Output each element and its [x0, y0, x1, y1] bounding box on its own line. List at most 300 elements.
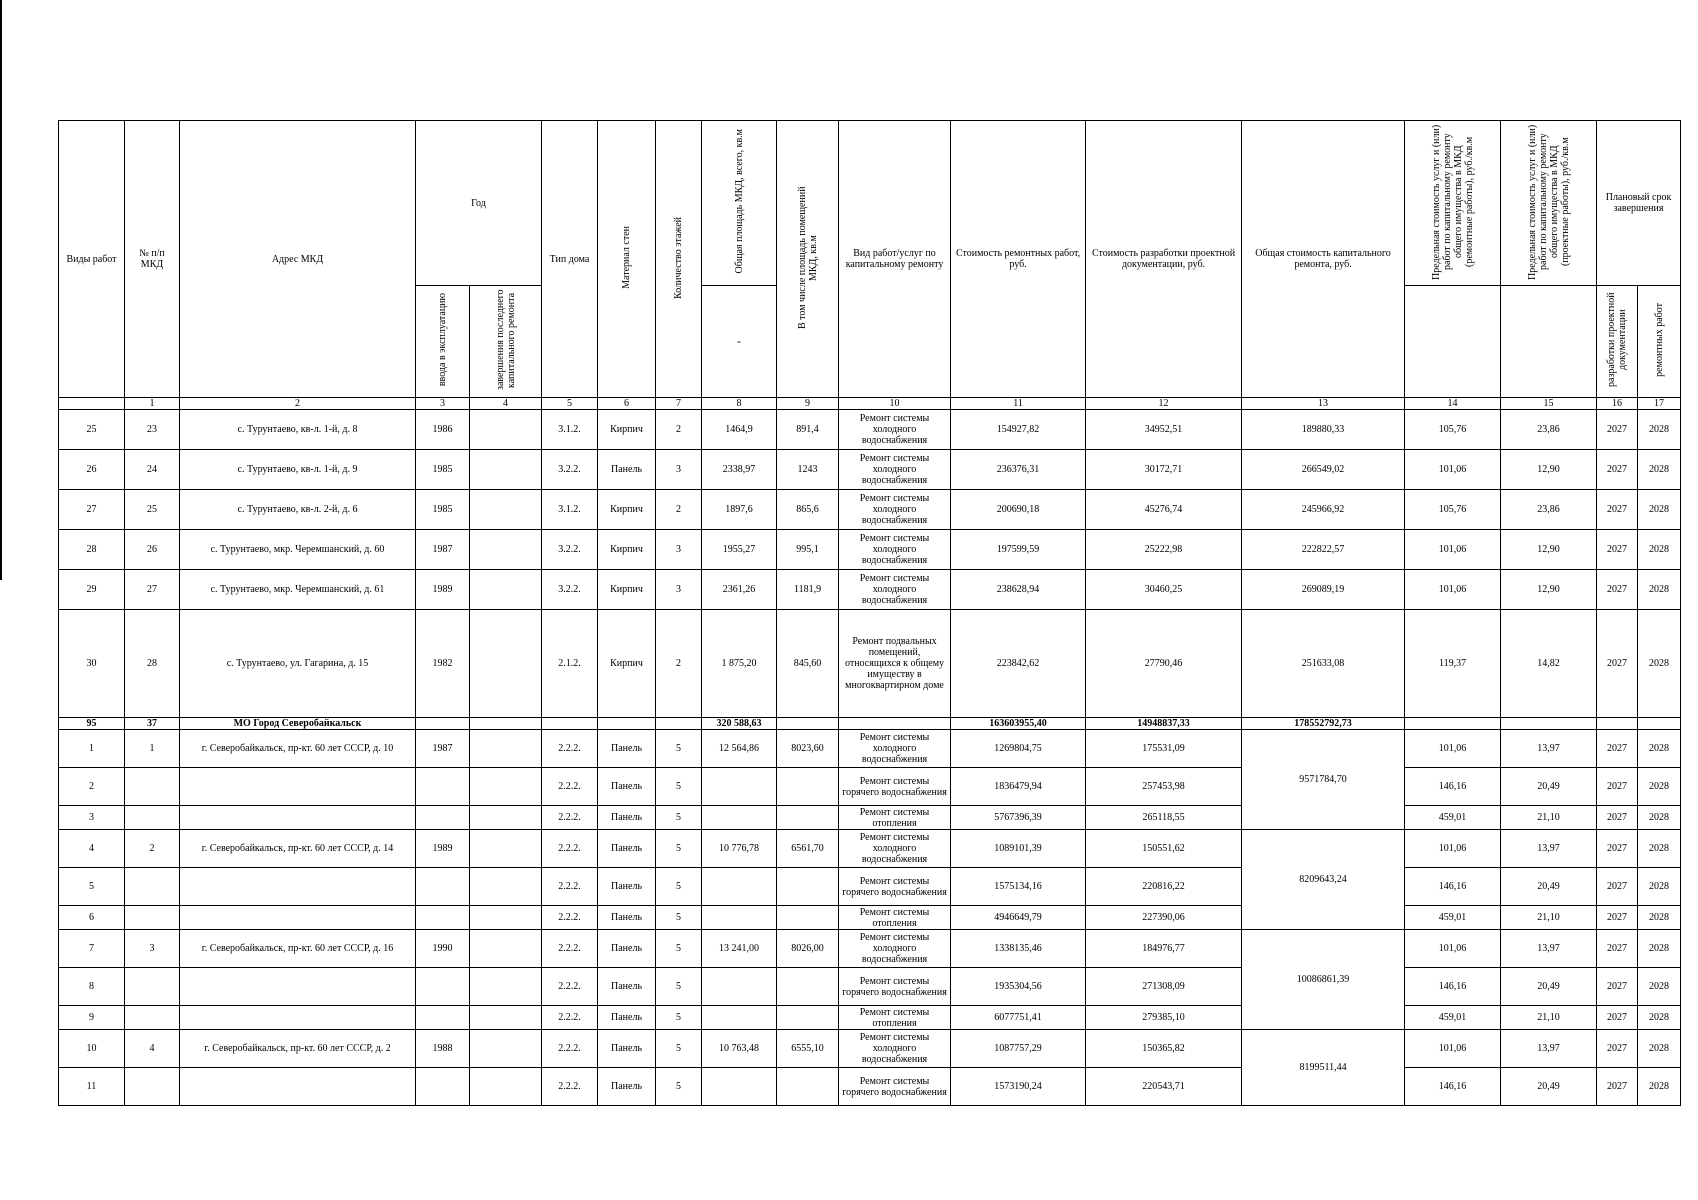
cell-design-cost: 279385,10 — [1086, 1006, 1242, 1030]
cell-plan-repair: 2028 — [1638, 610, 1681, 718]
cell-mkd-number: 4 — [125, 1030, 180, 1068]
cell-wall-material: Панель — [598, 1030, 656, 1068]
cell-repair-cost: 1269804,75 — [951, 730, 1086, 768]
cell-year-last-repair — [470, 450, 542, 490]
cell-house-type: 3.1.2. — [542, 410, 598, 450]
total-index: 95 — [59, 718, 125, 730]
scan-edge-mark — [0, 0, 2, 580]
cell-work-kind: Ремонт системы горячего водоснабжения — [839, 1068, 951, 1106]
cell-wall-material: Панель — [598, 830, 656, 868]
cell-plan-design: 2027 — [1597, 930, 1638, 968]
cell-mkd-number: 1 — [125, 730, 180, 768]
cell-total-area — [702, 1006, 777, 1030]
cell-house-type: 3.1.2. — [542, 490, 598, 530]
cell-wall-material: Панель — [598, 868, 656, 906]
cell-mkd-number: 26 — [125, 530, 180, 570]
hdr-floors: Количество этажей — [656, 121, 702, 398]
hdr-plan-design: разработки проектной документации — [1597, 286, 1638, 398]
cell-total-cost: 8199511,44 — [1242, 1030, 1405, 1106]
cell-floors: 3 — [656, 450, 702, 490]
hdr-repair-cost: Стоимость ремонтных работ, руб. — [951, 121, 1086, 398]
table-row — [59, 1006, 1681, 1030]
cell-premises-area: 8023,60 — [777, 730, 839, 768]
cell-work-index: 8 — [59, 968, 125, 1006]
cell-year-commission: 1986 — [416, 410, 470, 450]
cell-year-last-repair — [470, 1030, 542, 1068]
cell-limit-repair: 101,06 — [1405, 1030, 1501, 1068]
colnum-1: 1 — [125, 398, 180, 410]
colnum-7: 7 — [656, 398, 702, 410]
cell-plan-design: 2027 — [1597, 768, 1638, 806]
total-blank — [777, 718, 839, 730]
cell-wall-material: Панель — [598, 968, 656, 1006]
document-sheet — [58, 120, 1681, 1106]
cell-repair-cost: 5767396,39 — [951, 806, 1086, 830]
cell-plan-repair: 2028 — [1638, 930, 1681, 968]
cell-total-cost: 8209643,24 — [1242, 830, 1405, 930]
cell-mkd-number — [125, 768, 180, 806]
cell-work-index: 30 — [59, 610, 125, 718]
cell-design-cost: 227390,06 — [1086, 906, 1242, 930]
cell-total-area: 13 241,00 — [702, 930, 777, 968]
cell-limit-repair: 459,01 — [1405, 906, 1501, 930]
cell-plan-repair: 2028 — [1638, 806, 1681, 830]
hdr-blank-15 — [1501, 286, 1597, 398]
cell-repair-cost: 1573190,24 — [951, 1068, 1086, 1106]
cell-house-type: 3.2.2. — [542, 530, 598, 570]
cell-work-index: 10 — [59, 1030, 125, 1068]
cell-total-area: 1955,27 — [702, 530, 777, 570]
cell-year-last-repair — [470, 806, 542, 830]
cell-limit-repair: 101,06 — [1405, 730, 1501, 768]
cell-design-cost: 265118,55 — [1086, 806, 1242, 830]
cell-work-index: 9 — [59, 1006, 125, 1030]
cell-limit-design: 20,49 — [1501, 768, 1597, 806]
cell-wall-material: Кирпич — [598, 530, 656, 570]
cell-year-commission: 1982 — [416, 610, 470, 718]
cell-year-commission — [416, 1068, 470, 1106]
cell-repair-cost: 154927,82 — [951, 410, 1086, 450]
table-row — [59, 930, 1681, 968]
hdr-mkd-number: № п/п МКД — [125, 121, 180, 398]
cell-premises-area: 845,60 — [777, 610, 839, 718]
total-blank — [598, 718, 656, 730]
cell-plan-repair: 2028 — [1638, 730, 1681, 768]
cell-repair-cost: 223842,62 — [951, 610, 1086, 718]
table-row — [59, 968, 1681, 1006]
cell-floors: 3 — [656, 570, 702, 610]
cell-total-cost: 189880,33 — [1242, 410, 1405, 450]
cell-plan-design: 2027 — [1597, 410, 1638, 450]
cell-limit-design: 23,86 — [1501, 490, 1597, 530]
cell-total-area: 12 564,86 — [702, 730, 777, 768]
table-row — [59, 830, 1681, 868]
cell-year-commission — [416, 768, 470, 806]
cell-house-type: 2.1.2. — [542, 610, 598, 718]
cell-plan-repair: 2028 — [1638, 1030, 1681, 1068]
cell-design-cost: 271308,09 — [1086, 968, 1242, 1006]
cell-mkd-number: 28 — [125, 610, 180, 718]
cell-year-commission: 1989 — [416, 570, 470, 610]
hdr-year-commission: ввода в эксплуатацию — [416, 286, 470, 398]
cell-total-cost: 251633,08 — [1242, 610, 1405, 718]
cell-total-area: 1464,9 — [702, 410, 777, 450]
cell-plan-design: 2027 — [1597, 490, 1638, 530]
table-row — [59, 1030, 1681, 1068]
cell-mkd-number: 2 — [125, 830, 180, 868]
cell-limit-repair: 459,01 — [1405, 806, 1501, 830]
cell-year-last-repair — [470, 570, 542, 610]
cell-mkd-number: 3 — [125, 930, 180, 968]
cell-premises-area — [777, 906, 839, 930]
cell-total-cost: 222822,57 — [1242, 530, 1405, 570]
cell-total-area: 10 763,48 — [702, 1030, 777, 1068]
cell-year-commission: 1985 — [416, 490, 470, 530]
cell-limit-repair: 119,37 — [1405, 610, 1501, 718]
cell-wall-material: Панель — [598, 450, 656, 490]
cell-address: с. Турунтаево, ул. Гагарина, д. 15 — [180, 610, 416, 718]
cell-limit-design: 13,97 — [1501, 730, 1597, 768]
cell-address — [180, 868, 416, 906]
cell-limit-design: 20,49 — [1501, 1068, 1597, 1106]
cell-limit-design: 21,10 — [1501, 906, 1597, 930]
cell-plan-repair: 2028 — [1638, 906, 1681, 930]
cell-address — [180, 1068, 416, 1106]
hdr-limit-design: Предельная стоимость услуг и (или) работ по капитальному ремонту общего имущества в МКД (проектные работы), руб./кв.м — [1501, 121, 1597, 286]
cell-year-commission — [416, 906, 470, 930]
cell-repair-cost: 197599,59 — [951, 530, 1086, 570]
cell-floors: 2 — [656, 410, 702, 450]
cell-mkd-number: 24 — [125, 450, 180, 490]
hdr-blank-14 — [1405, 286, 1501, 398]
cell-floors: 5 — [656, 1006, 702, 1030]
cell-limit-repair: 105,76 — [1405, 410, 1501, 450]
cell-wall-material: Кирпич — [598, 490, 656, 530]
total-blank — [1405, 718, 1501, 730]
cell-work-index: 6 — [59, 906, 125, 930]
cell-plan-repair: 2028 — [1638, 1068, 1681, 1106]
cell-repair-cost: 1836479,94 — [951, 768, 1086, 806]
cell-address: с. Турунтаево, кв-л. 1-й, д. 8 — [180, 410, 416, 450]
cell-mkd-number — [125, 1006, 180, 1030]
cell-design-cost: 34952,51 — [1086, 410, 1242, 450]
cell-year-last-repair — [470, 830, 542, 868]
table-row — [59, 868, 1681, 906]
cell-premises-area: 8026,00 — [777, 930, 839, 968]
cell-work-kind: Ремонт системы горячего водоснабжения — [839, 868, 951, 906]
cell-plan-design: 2027 — [1597, 570, 1638, 610]
cell-year-commission: 1990 — [416, 930, 470, 968]
cell-wall-material: Панель — [598, 1006, 656, 1030]
cell-address: г. Северобайкальск, пр-кт. 60 лет СССР, д. 14 — [180, 830, 416, 868]
hdr-wall-material: Материал стен — [598, 121, 656, 398]
hdr-year-last-repair: завершения последнего капитального ремонта — [470, 286, 542, 398]
cell-work-kind: Ремонт системы холодного водоснабжения — [839, 490, 951, 530]
cell-house-type: 2.2.2. — [542, 1030, 598, 1068]
colnum-3: 3 — [416, 398, 470, 410]
total-repair-cost: 163603955,40 — [951, 718, 1086, 730]
cell-work-index: 11 — [59, 1068, 125, 1106]
cell-limit-repair: 146,16 — [1405, 1068, 1501, 1106]
cell-plan-design: 2027 — [1597, 450, 1638, 490]
cell-wall-material: Панель — [598, 768, 656, 806]
cell-floors: 5 — [656, 730, 702, 768]
colnum-12: 12 — [1086, 398, 1242, 410]
capital-repair-table — [58, 120, 1681, 1106]
cell-plan-repair: 2028 — [1638, 968, 1681, 1006]
cell-work-kind: Ремонт системы холодного водоснабжения — [839, 450, 951, 490]
cell-floors: 5 — [656, 830, 702, 868]
table-row — [59, 490, 1681, 530]
cell-limit-design: 21,10 — [1501, 806, 1597, 830]
cell-plan-design: 2027 — [1597, 806, 1638, 830]
hdr-tick-cell: - — [702, 286, 777, 398]
cell-work-index: 28 — [59, 530, 125, 570]
cell-year-last-repair — [470, 490, 542, 530]
cell-total-area — [702, 968, 777, 1006]
cell-mkd-number: 25 — [125, 490, 180, 530]
cell-floors: 5 — [656, 806, 702, 830]
cell-design-cost: 27790,46 — [1086, 610, 1242, 718]
total-blank — [1597, 718, 1638, 730]
cell-year-commission: 1987 — [416, 730, 470, 768]
table-row — [59, 730, 1681, 768]
cell-limit-design: 21,10 — [1501, 1006, 1597, 1030]
cell-floors: 5 — [656, 1068, 702, 1106]
total-blank — [656, 718, 702, 730]
cell-plan-repair: 2028 — [1638, 768, 1681, 806]
total-total-cost: 178552792,73 — [1242, 718, 1405, 730]
cell-address — [180, 806, 416, 830]
colnum-13: 13 — [1242, 398, 1405, 410]
hdr-house-type: Тип дома — [542, 121, 598, 398]
cell-work-index: 5 — [59, 868, 125, 906]
hdr-total-area: Общая площадь МКД, всего, кв.м — [702, 121, 777, 286]
cell-design-cost: 150551,62 — [1086, 830, 1242, 868]
cell-year-last-repair — [470, 930, 542, 968]
cell-house-type: 3.2.2. — [542, 570, 598, 610]
cell-premises-area: 6561,70 — [777, 830, 839, 868]
cell-plan-repair: 2028 — [1638, 410, 1681, 450]
cell-year-last-repair — [470, 410, 542, 450]
table-body — [59, 398, 1681, 1106]
cell-work-index: 26 — [59, 450, 125, 490]
cell-plan-design: 2027 — [1597, 968, 1638, 1006]
cell-work-index: 27 — [59, 490, 125, 530]
cell-design-cost: 220816,22 — [1086, 868, 1242, 906]
cell-plan-repair: 2028 — [1638, 830, 1681, 868]
cell-plan-design: 2027 — [1597, 730, 1638, 768]
cell-year-commission — [416, 1006, 470, 1030]
cell-repair-cost: 4946649,79 — [951, 906, 1086, 930]
cell-work-kind: Ремонт системы отопления — [839, 1006, 951, 1030]
total-row — [59, 718, 1681, 730]
table-row — [59, 1068, 1681, 1106]
cell-repair-cost: 1935304,56 — [951, 968, 1086, 1006]
cell-work-kind: Ремонт системы холодного водоснабжения — [839, 830, 951, 868]
cell-design-cost: 184976,77 — [1086, 930, 1242, 968]
cell-total-cost: 9571784,70 — [1242, 730, 1405, 830]
cell-work-index: 4 — [59, 830, 125, 868]
cell-wall-material: Панель — [598, 806, 656, 830]
cell-address: г. Северобайкальск, пр-кт. 60 лет СССР, д. 10 — [180, 730, 416, 768]
cell-limit-design: 14,82 — [1501, 610, 1597, 718]
cell-plan-design: 2027 — [1597, 1030, 1638, 1068]
cell-address — [180, 906, 416, 930]
cell-premises-area — [777, 1068, 839, 1106]
cell-plan-design: 2027 — [1597, 868, 1638, 906]
cell-floors: 2 — [656, 490, 702, 530]
cell-year-last-repair — [470, 1006, 542, 1030]
cell-wall-material: Кирпич — [598, 410, 656, 450]
cell-address — [180, 1006, 416, 1030]
cell-house-type: 2.2.2. — [542, 930, 598, 968]
table-row — [59, 610, 1681, 718]
cell-floors: 5 — [656, 768, 702, 806]
cell-repair-cost: 6077751,41 — [951, 1006, 1086, 1030]
cell-design-cost: 220543,71 — [1086, 1068, 1242, 1106]
cell-limit-repair: 101,06 — [1405, 450, 1501, 490]
cell-year-commission: 1987 — [416, 530, 470, 570]
cell-design-cost: 25222,98 — [1086, 530, 1242, 570]
column-number-row — [59, 398, 1681, 410]
cell-plan-repair: 2028 — [1638, 1006, 1681, 1030]
cell-year-commission — [416, 868, 470, 906]
colnum-11: 11 — [951, 398, 1086, 410]
cell-limit-repair: 101,06 — [1405, 530, 1501, 570]
cell-repair-cost: 1087757,29 — [951, 1030, 1086, 1068]
cell-plan-design: 2027 — [1597, 1006, 1638, 1030]
cell-premises-area: 891,4 — [777, 410, 839, 450]
cell-limit-design: 13,97 — [1501, 930, 1597, 968]
cell-repair-cost: 1089101,39 — [951, 830, 1086, 868]
cell-address: с. Турунтаево, кв-л. 2-й, д. 6 — [180, 490, 416, 530]
cell-year-commission: 1988 — [416, 1030, 470, 1068]
total-blank — [416, 718, 470, 730]
cell-year-last-repair — [470, 730, 542, 768]
cell-year-last-repair — [470, 968, 542, 1006]
cell-house-type: 2.2.2. — [542, 830, 598, 868]
cell-repair-cost: 1575134,16 — [951, 868, 1086, 906]
cell-total-area — [702, 1068, 777, 1106]
cell-design-cost: 30172,71 — [1086, 450, 1242, 490]
cell-limit-design: 23,86 — [1501, 410, 1597, 450]
cell-year-last-repair — [470, 906, 542, 930]
cell-limit-repair: 105,76 — [1405, 490, 1501, 530]
cell-floors: 5 — [656, 930, 702, 968]
table-row — [59, 530, 1681, 570]
cell-plan-design: 2027 — [1597, 1068, 1638, 1106]
table-row — [59, 410, 1681, 450]
cell-limit-repair: 459,01 — [1405, 1006, 1501, 1030]
total-blank — [1501, 718, 1597, 730]
cell-work-kind: Ремонт подвальных помещений, относящихся к общему имуществу в многоквартирном доме — [839, 610, 951, 718]
cell-year-commission: 1985 — [416, 450, 470, 490]
cell-limit-design: 12,90 — [1501, 570, 1597, 610]
cell-house-type: 3.2.2. — [542, 450, 598, 490]
cell-wall-material: Панель — [598, 1068, 656, 1106]
cell-floors: 5 — [656, 968, 702, 1006]
total-blank — [542, 718, 598, 730]
hdr-year-group: Год — [416, 121, 542, 286]
hdr-design-cost: Стоимость разработки проектной документации, руб. — [1086, 121, 1242, 398]
cell-limit-design: 20,49 — [1501, 968, 1597, 1006]
total-design-cost: 14948837,33 — [1086, 718, 1242, 730]
cell-wall-material: Панель — [598, 930, 656, 968]
cell-plan-repair: 2028 — [1638, 530, 1681, 570]
cell-premises-area — [777, 768, 839, 806]
cell-repair-cost: 238628,94 — [951, 570, 1086, 610]
total-municipality: МО Город Северобайкальск — [180, 718, 416, 730]
cell-total-area: 10 776,78 — [702, 830, 777, 868]
cell-repair-cost: 200690,18 — [951, 490, 1086, 530]
cell-plan-design: 2027 — [1597, 830, 1638, 868]
cell-house-type: 2.2.2. — [542, 1006, 598, 1030]
total-blank — [470, 718, 542, 730]
cell-work-index: 2 — [59, 768, 125, 806]
cell-limit-repair: 146,16 — [1405, 968, 1501, 1006]
cell-address: г. Северобайкальск, пр-кт. 60 лет СССР, д. 16 — [180, 930, 416, 968]
cell-mkd-number: 27 — [125, 570, 180, 610]
cell-year-last-repair — [470, 868, 542, 906]
cell-total-area: 2361,26 — [702, 570, 777, 610]
hdr-address: Адрес МКД — [180, 121, 416, 398]
cell-work-kind: Ремонт системы отопления — [839, 906, 951, 930]
cell-house-type: 2.2.2. — [542, 868, 598, 906]
cell-house-type: 2.2.2. — [542, 730, 598, 768]
cell-premises-area: 865,6 — [777, 490, 839, 530]
cell-premises-area — [777, 1006, 839, 1030]
cell-limit-repair: 101,06 — [1405, 570, 1501, 610]
cell-year-last-repair — [470, 768, 542, 806]
hdr-limit-repair: Предельная стоимость услуг и (или) работ по капитальному ремонту общего имущества в МКД (ремонтные работы), руб./кв.м — [1405, 121, 1501, 286]
cell-plan-repair: 2028 — [1638, 570, 1681, 610]
total-count: 37 — [125, 718, 180, 730]
cell-wall-material: Панель — [598, 730, 656, 768]
cell-work-kind: Ремонт системы отопления — [839, 806, 951, 830]
cell-work-kind: Ремонт системы горячего водоснабжения — [839, 768, 951, 806]
cell-design-cost: 257453,98 — [1086, 768, 1242, 806]
cell-plan-design: 2027 — [1597, 906, 1638, 930]
table-row — [59, 450, 1681, 490]
cell-floors: 5 — [656, 906, 702, 930]
cell-work-kind: Ремонт системы горячего водоснабжения — [839, 968, 951, 1006]
cell-work-kind: Ремонт системы холодного водоснабжения — [839, 930, 951, 968]
cell-design-cost: 30460,25 — [1086, 570, 1242, 610]
cell-wall-material: Панель — [598, 906, 656, 930]
cell-limit-design: 13,97 — [1501, 1030, 1597, 1068]
table-row — [59, 768, 1681, 806]
cell-work-index: 7 — [59, 930, 125, 968]
cell-address: с. Турунтаево, кв-л. 1-й, д. 9 — [180, 450, 416, 490]
cell-limit-repair: 101,06 — [1405, 930, 1501, 968]
hdr-premises-area: В том числе площадь помещений МКД, кв.м — [777, 121, 839, 398]
cell-house-type: 2.2.2. — [542, 806, 598, 830]
cell-house-type: 2.2.2. — [542, 1068, 598, 1106]
cell-design-cost: 45276,74 — [1086, 490, 1242, 530]
colnum-4: 4 — [470, 398, 542, 410]
total-area: 320 588,63 — [702, 718, 777, 730]
cell-mkd-number — [125, 868, 180, 906]
cell-house-type: 2.2.2. — [542, 906, 598, 930]
colnum-10: 10 — [839, 398, 951, 410]
cell-total-area — [702, 906, 777, 930]
cell-premises-area — [777, 868, 839, 906]
cell-total-area — [702, 768, 777, 806]
colnum-17: 17 — [1638, 398, 1681, 410]
total-blank — [839, 718, 951, 730]
cell-work-index: 29 — [59, 570, 125, 610]
